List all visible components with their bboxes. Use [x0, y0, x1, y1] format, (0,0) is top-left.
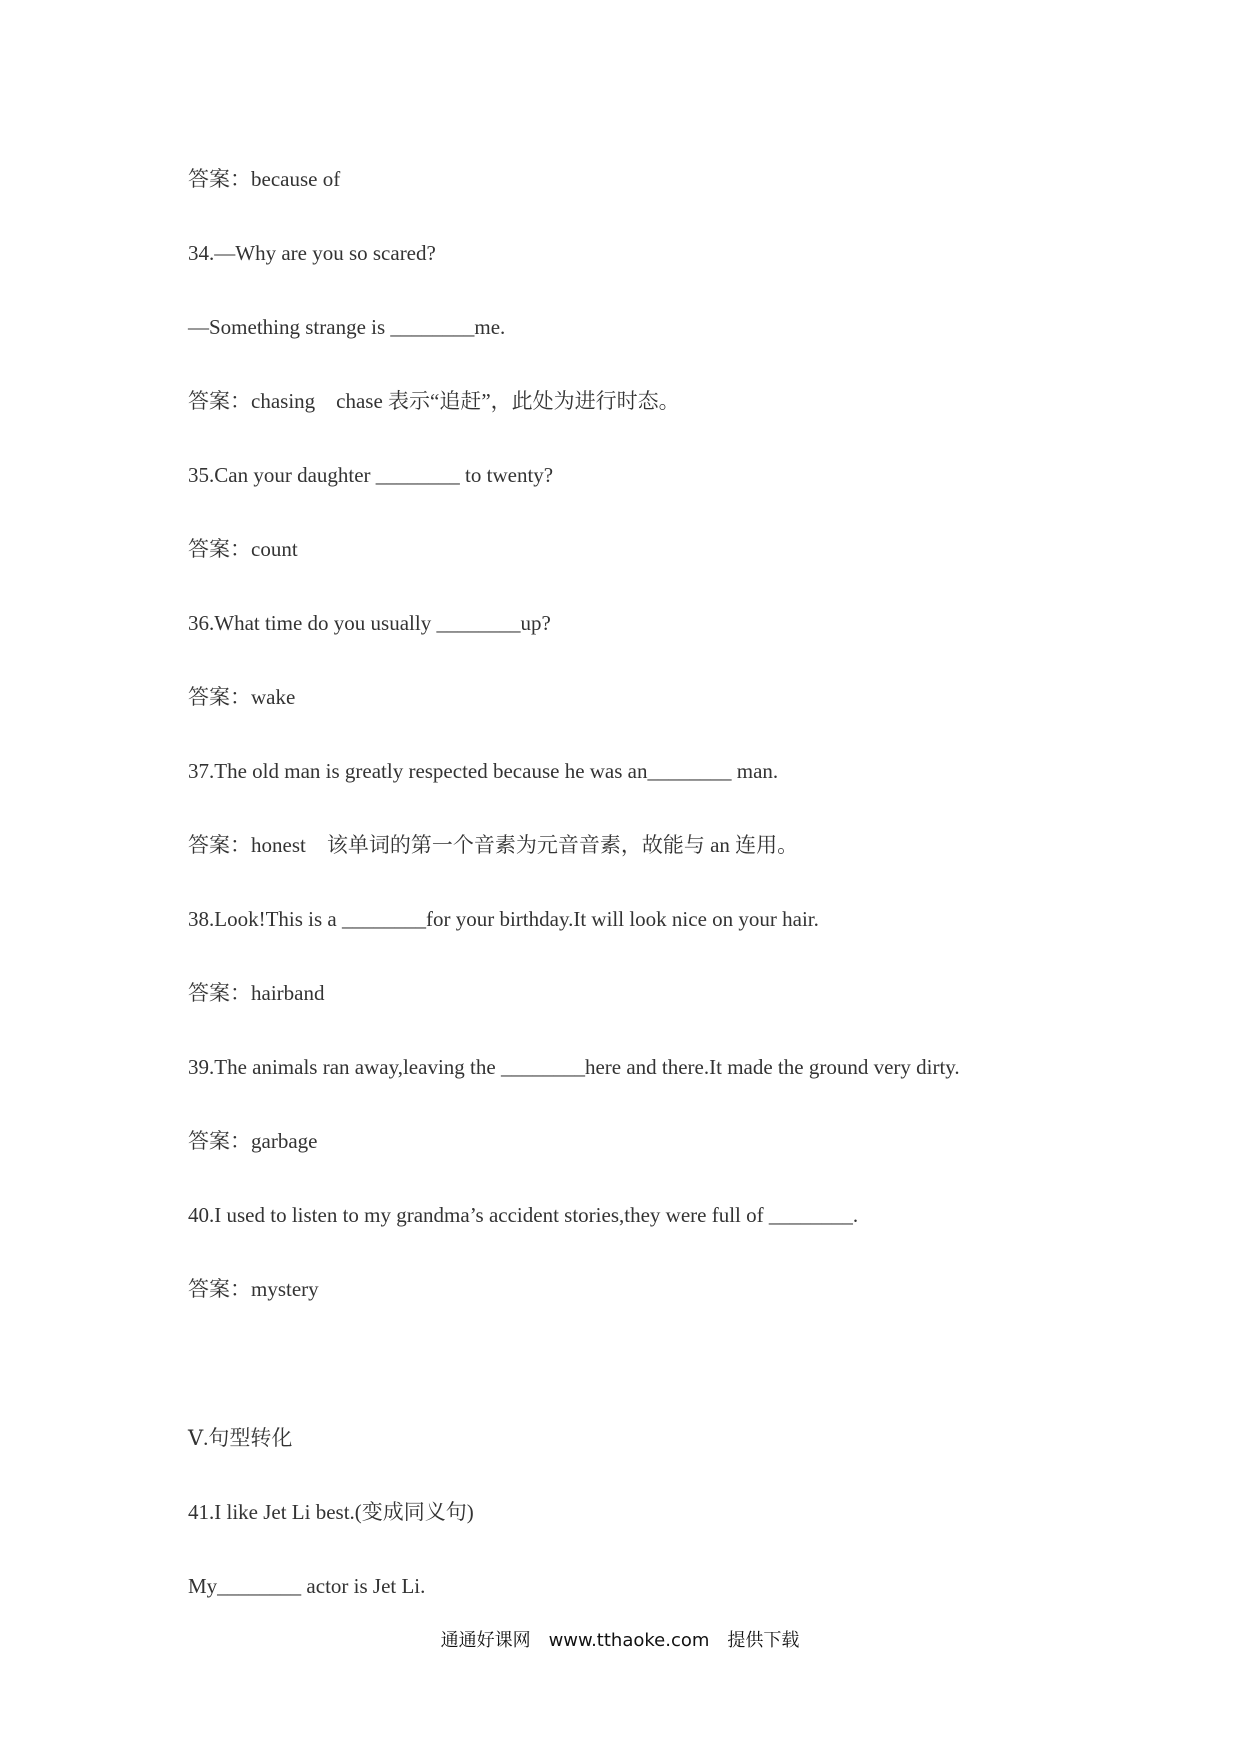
question-34: 34.—Why are you so scared?	[188, 241, 436, 265]
question-38: 38.Look!This is a ________for your birthday.It will look nice on your hair.	[188, 907, 819, 931]
question-41-blank: My________ actor is Jet Li.	[188, 1574, 426, 1598]
page-footer: 通通好课网 www.tthaoke.com 提供下载	[440, 1630, 800, 1651]
answer-39: 答案：garbage	[188, 1129, 318, 1153]
answer-35: 答案：count	[188, 537, 298, 561]
question-35: 35.Can your daughter ________ to twenty?	[188, 463, 554, 487]
section-heading-v: Ⅴ.句型转化	[188, 1426, 293, 1450]
answer-34: 答案：chasing chase 表示“追赶”，此处为进行时态。	[188, 389, 680, 413]
answer-33: 答案：because of	[188, 167, 341, 191]
question-36: 36.What time do you usually ________up?	[188, 611, 551, 635]
question-37: 37.The old man is greatly respected because he was an________ man.	[188, 759, 779, 783]
question-34-reply: —Something strange is ________me.	[188, 315, 506, 339]
question-41: 41.I like Jet Li best.(变成同义句)	[188, 1500, 474, 1524]
answer-36: 答案：wake	[188, 685, 296, 709]
question-39: 39.The animals ran away,leaving the ________here and there.It made the ground very dirty.	[188, 1055, 960, 1079]
answer-37: 答案：honest 该单词的第一个音素为元音音素，故能与 an 连用。	[188, 833, 799, 857]
answer-38: 答案：hairband	[188, 981, 325, 1005]
question-40: 40.I used to listen to my grandma’s accident stories,they were full of ________.	[188, 1203, 859, 1227]
answer-40: 答案：mystery	[188, 1277, 319, 1301]
